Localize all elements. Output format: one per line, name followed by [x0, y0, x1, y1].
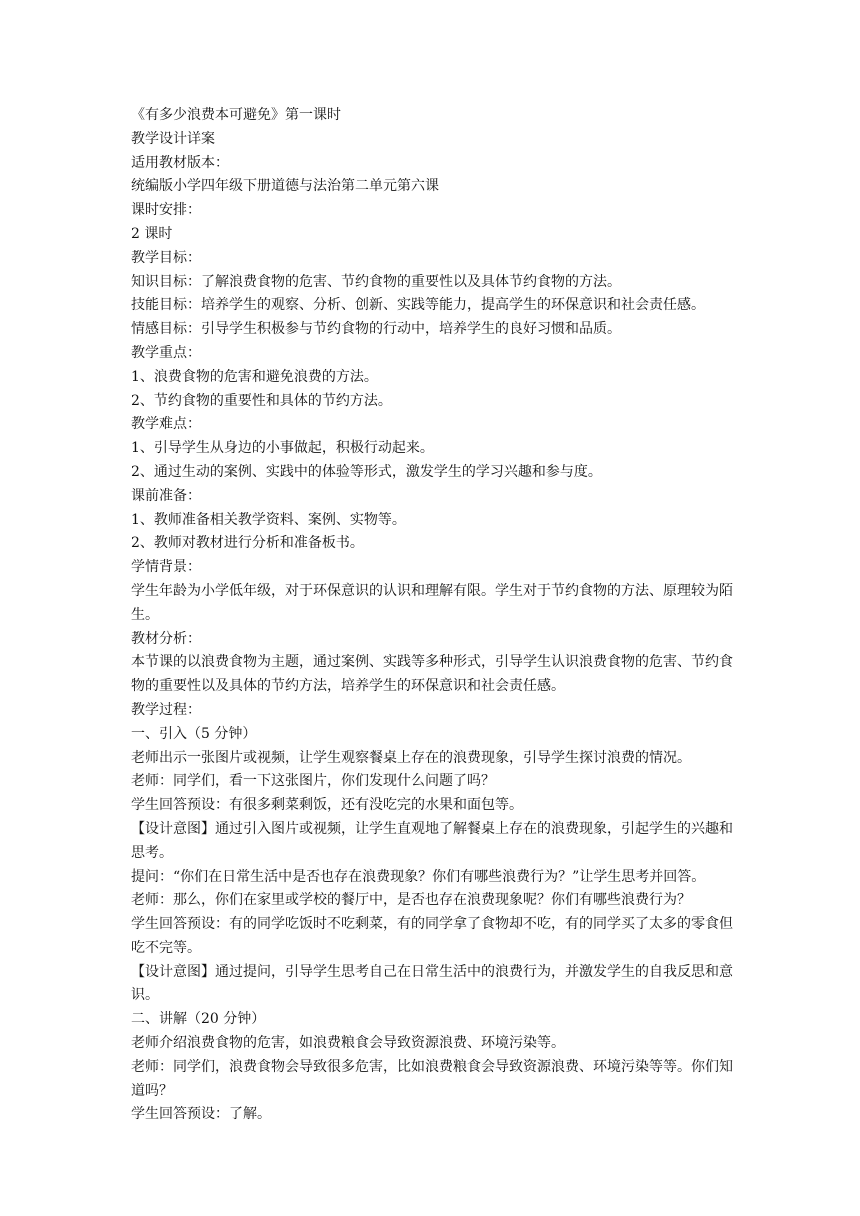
section-heading: 教学重点： — [131, 344, 201, 361]
section-heading: 课时安排： — [131, 202, 201, 219]
section-heading: 教学过程： — [131, 701, 201, 718]
subsection-heading: 一、引入（5 分钟） — [131, 725, 257, 742]
paragraph: 学生回答预设：有很多剩菜剩饭，还有没吃完的水果和面包等。 — [131, 797, 523, 814]
document-subtitle: 教学设计详案 — [131, 130, 215, 147]
section-heading: 课前准备： — [131, 487, 201, 504]
section-heading: 教材分析： — [131, 630, 201, 647]
paragraph: 【设计意图】通过提问，引导学生思考自己在日常生活中的浪费行为，并激发学生的自我反思和意识。 — [131, 963, 733, 1004]
list-item: 2、节约食物的重要性和具体的节约方法。 — [131, 392, 392, 409]
list-item: 2、通过生动的案例、实践中的体验等形式，激发学生的学习兴趣和参与度。 — [131, 463, 602, 480]
paragraph: 提问：“你们在日常生活中是否也存在浪费现象？你们有哪些浪费行为？”让学生思考并回答。 — [131, 868, 706, 885]
document-title: 《有多少浪费本可避免》第一课时 — [131, 107, 341, 123]
paragraph: 本节课的以浪费食物为主题，通过案例、实践等多种形式，引导学生认识浪费食物的危害、节约食物的重要性以及具体的节约方法，培养学生的环保意识和社会责任感。 — [131, 654, 733, 695]
paragraph: 老师出示一张图片或视频，让学生观察餐桌上存在的浪费现象，引导学生探讨浪费的情况。 — [131, 749, 691, 766]
paragraph: 知识目标：了解浪费食物的危害、节约食物的重要性以及具体节约食物的方法。 — [131, 273, 621, 290]
paragraph: 老师：那么，你们在家里或学校的餐厅中，是否也存在浪费现象呢？你们有哪些浪费行为？ — [131, 892, 691, 909]
paragraph: 学生年龄为小学低年级，对于环保意识的认识和理解有限。学生对于节约食物的方法、原理较为陌生。 — [131, 582, 733, 623]
section-heading: 教学目标： — [131, 249, 201, 266]
paragraph: 技能目标：培养学生的观察、分析、创新、实践等能力，提高学生的环保意识和社会责任感。 — [131, 297, 705, 314]
list-item: 1、浪费食物的危害和避免浪费的方法。 — [131, 368, 378, 385]
paragraph: 老师：同学们，浪费食物会导致很多危害，比如浪费粮食会导致资源浪费、环境污染等等。你们知道吗？ — [131, 1058, 733, 1099]
paragraph: 【设计意图】通过引入图片或视频，让学生直观地了解餐桌上存在的浪费现象，引起学生的兴趣和思考。 — [131, 820, 733, 861]
paragraph: 2 课时 — [131, 225, 173, 242]
document-body — [131, 104, 735, 1127]
section-heading: 教学难点： — [131, 416, 201, 433]
paragraph: 统编版小学四年级下册道德与法治第二单元第六课 — [131, 178, 439, 195]
section-heading: 学情背景： — [131, 559, 201, 576]
section-heading: 适用教材版本： — [131, 154, 229, 171]
paragraph: 学生回答预设：有的同学吃饭时不吃剩菜，有的同学拿了食物却不吃，有的同学买了太多的零食但吃不完等。 — [131, 916, 733, 956]
paragraph: 学生回答预设：了解。 — [131, 1106, 271, 1123]
paragraph: 老师：同学们，看一下这张图片，你们发现什么问题了吗？ — [131, 773, 495, 790]
list-item: 2、教师对教材进行分析和准备板书。 — [131, 535, 364, 552]
subsection-heading: 二、讲解（20 分钟） — [131, 1011, 266, 1028]
paragraph: 情感目标：引导学生积极参与节约食物的行动中，培养学生的良好习惯和品质。 — [131, 321, 621, 338]
list-item: 1、教师准备相关教学资料、案例、实物等。 — [131, 511, 406, 528]
paragraph: 老师介绍浪费食物的危害，如浪费粮食会导致资源浪费、环境污染等。 — [131, 1035, 565, 1052]
list-item: 1、引导学生从身边的小事做起，积极行动起来。 — [131, 440, 434, 457]
